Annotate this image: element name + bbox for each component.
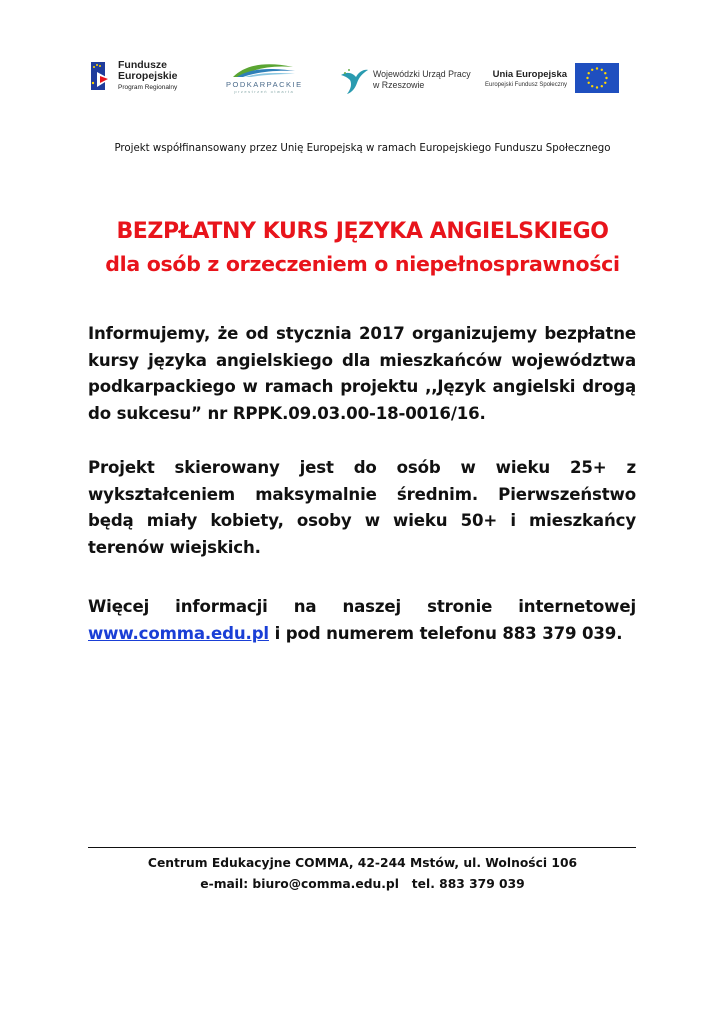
contact-text-after: i pod numerem telefonu 883 379 039.: [268, 623, 623, 643]
title-line1: BEZPŁATNY KURS JĘZYKA ANGIELSKIEGO: [116, 219, 609, 244]
wup-line2: w Rzeszowie: [373, 80, 425, 90]
unia-europejska-logo: [485, 63, 619, 93]
footer-address: Centrum Edukacyjne COMMA, 42-244 Mstów, ul. Wolności 106: [147, 856, 578, 870]
fundusze-line2: Europejskie: [118, 69, 178, 82]
podkarpackie-hills-icon: [231, 59, 297, 79]
fundusze-line3: Program Regionalny: [118, 83, 178, 91]
footer-contact: e-mail: biuro@comma.edu.pl tel. 883 379 039: [200, 877, 525, 891]
ue-line1: Unia Europejska: [492, 68, 568, 80]
contact-text-before: Więcej informacji na naszej stronie internetowej: [88, 597, 636, 616]
wup-bird-icon: [339, 65, 369, 95]
fundusze-europejskie-logo: [88, 59, 178, 93]
podkarpackie-logo: [226, 59, 303, 94]
paragraph-intro: Informujemy, że od stycznia 2017 organizujemy bezpłatne kursy języka angielskiego dla mieszkańców województwa podkarpackiego w ramach projektu ,,Język angielski drogą do sukcesu” nr RPPK.09.03.00-18-0016/16.: [88, 324, 636, 423]
fundusze-europejskie-icon: [88, 59, 114, 93]
paragraph-contact: [88, 594, 636, 647]
wup-line1: Wojewódzki Urząd Pracy: [373, 69, 471, 79]
footer: [0, 853, 725, 895]
title-line2: dla osób z orzeczeniem o niepełnosprawności: [105, 252, 620, 276]
podkarpackie-tagline: przestrzeń otwarta: [234, 89, 295, 94]
eu-flag-icon: [575, 63, 619, 93]
page-title: [0, 216, 725, 280]
ue-line2: Europejski Fundusz Społeczny: [485, 81, 568, 88]
website-link[interactable]: www.comma.edu.pl: [88, 623, 269, 643]
footer-divider: [88, 847, 636, 848]
podkarpackie-name: PODKARPACKIE: [226, 80, 303, 89]
logo-bar: [88, 55, 633, 105]
wup-rzeszow-logo: [339, 65, 471, 95]
cofinancing-note: Projekt współfinansowany przez Unię Europejską w ramach Europejskiego Funduszu Społecznego: [114, 143, 611, 154]
paragraph-target-group: Projekt skierowany jest do osób w wieku 25+ z wykształceniem maksymalnie średnim. Pierwszeństwo będą miały kobiety, osoby w wieku 50+ i mieszkańcy terenów wiejskich.: [88, 458, 636, 557]
fundusze-line1: Fundusze: [118, 58, 167, 71]
